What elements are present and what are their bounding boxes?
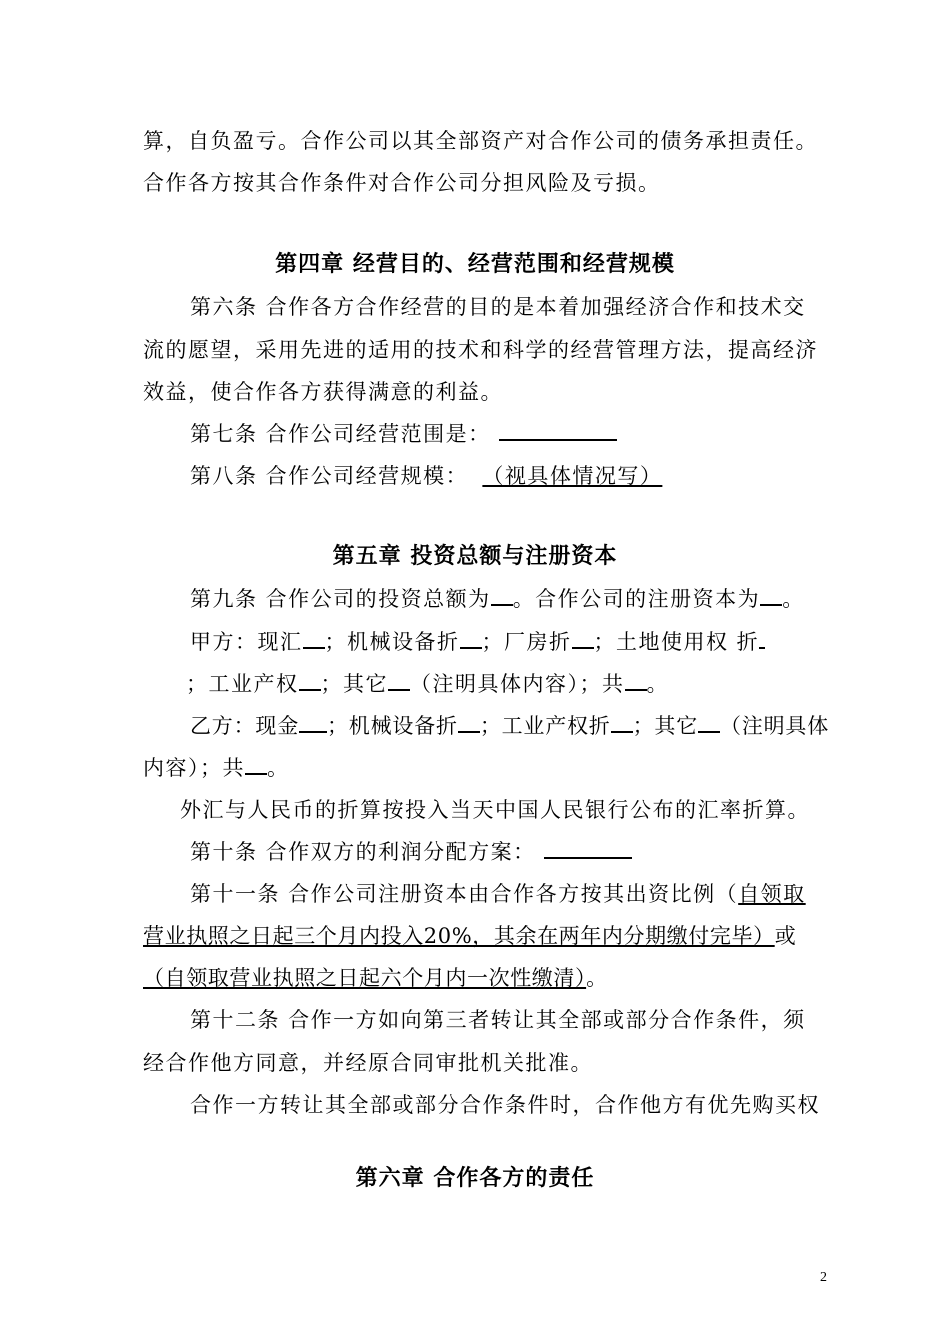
article-9-text: 。 bbox=[782, 587, 805, 611]
paragraph-line: 合作各方按其合作条件对合作公司分担风险及亏损。 bbox=[143, 171, 661, 195]
article-11-line bbox=[0, 879, 950, 909]
article-11-underlined: 自领取 bbox=[738, 882, 806, 906]
paragraph-line: 算，自负盈亏。合作公司以其全部资产对合作公司的债务承担责任。 bbox=[143, 129, 818, 153]
party-b-text: ；其它 bbox=[632, 714, 699, 738]
party-b-text: （注明具体 bbox=[720, 714, 830, 738]
article-12-line: 经合作他方同意，并经原合同审批机关批准。 bbox=[143, 1051, 593, 1075]
party-a-text: 甲方：现汇 bbox=[190, 630, 303, 654]
article-12-line: 第十二条 合作一方如向第三者转让其全部或部分合作条件，须 bbox=[190, 1008, 806, 1032]
party-a-text: ；厂房折 bbox=[481, 630, 572, 654]
blank-field bbox=[388, 669, 410, 691]
article-11-text: 或 bbox=[774, 924, 797, 948]
page-number: 2 bbox=[820, 1270, 827, 1285]
blank-field bbox=[458, 711, 480, 733]
party-a-text: ；工业产权 bbox=[186, 672, 299, 696]
party-a-text: （注明具体内容）；共 bbox=[410, 672, 625, 696]
blank-field bbox=[299, 711, 327, 733]
party-a-text: ；机械设备折 bbox=[324, 630, 460, 654]
article-7-text: 第七条 合作公司经营范围是： bbox=[190, 422, 491, 446]
party-b-text: 内容）；共 bbox=[143, 756, 245, 780]
blank-field bbox=[611, 711, 633, 733]
article-6-line: 第六条 合作各方合作经营的目的是本着加强经济合作和技术交 bbox=[190, 295, 806, 319]
article-11-underlined: （自领取营业执照之日起六个月内一次性缴清） bbox=[143, 966, 587, 990]
party-b-line bbox=[0, 711, 950, 741]
blank-field bbox=[625, 669, 647, 691]
blank-field bbox=[572, 627, 594, 649]
article-6-line: 流的愿望，采用先进的适用的技术和科学的经营管理方法，提高经济 bbox=[143, 338, 818, 362]
article-12-line: 合作一方转让其全部或部分合作条件时，合作他方有优先购买权 bbox=[190, 1093, 820, 1117]
chapter-heading-6: 第六章 合作各方的责任 bbox=[355, 1166, 595, 1191]
chapter-heading-5: 第五章 投资总额与注册资本 bbox=[332, 544, 618, 569]
article-11-text: 。 bbox=[586, 966, 608, 990]
party-b-text: ；工业产权折 bbox=[479, 714, 611, 738]
blank-field bbox=[299, 669, 321, 691]
article-10-text: 第十条 合作双方的利润分配方案： bbox=[190, 840, 536, 864]
blank-field bbox=[245, 753, 267, 775]
exchange-rate-line: 外汇与人民币的折算按投入当天中国人民银行公布的汇率折算。 bbox=[180, 798, 810, 822]
article-11-underlined: 营业执照之日起三个月内投入20%，其余在两年内分期缴付完毕） bbox=[143, 924, 775, 948]
party-b-text: 乙方：现金 bbox=[190, 714, 299, 738]
chapter-heading-4: 第四章 经营目的、经营范围和经营规模 bbox=[275, 252, 675, 277]
article-8-text: 第八条 合作公司经营规模： bbox=[190, 464, 469, 488]
article-8-value: （视具体情况写） bbox=[482, 464, 663, 488]
party-a-line bbox=[0, 669, 950, 699]
article-8 bbox=[0, 461, 950, 491]
article-10 bbox=[0, 837, 950, 867]
party-a-text: 。 bbox=[646, 672, 669, 696]
party-a-line bbox=[0, 627, 950, 657]
article-9-text: 第九条 合作公司的投资总额为 bbox=[190, 587, 491, 611]
article-9 bbox=[0, 584, 950, 614]
blank-field bbox=[303, 627, 325, 649]
article-11-text: 第十一条 合作公司注册资本由合作各方按其出资比例（ bbox=[190, 882, 739, 906]
party-b-text: 。 bbox=[267, 756, 290, 780]
party-a-text: ；土地使用权 折 bbox=[593, 630, 760, 654]
blank-field bbox=[544, 837, 632, 859]
party-a-text: ；其它 bbox=[320, 672, 388, 696]
blank-field bbox=[759, 627, 765, 649]
article-7 bbox=[0, 419, 950, 449]
party-b-line bbox=[0, 753, 950, 783]
blank-field bbox=[491, 584, 513, 606]
blank-field bbox=[760, 584, 782, 606]
article-6-line: 效益，使合作各方获得满意的利益。 bbox=[143, 380, 503, 404]
blank-field bbox=[698, 711, 720, 733]
blank-field bbox=[499, 419, 617, 441]
article-11-line bbox=[0, 921, 950, 951]
article-9-text: 。合作公司的注册资本为 bbox=[512, 587, 761, 611]
party-b-text: ；机械设备折 bbox=[327, 714, 458, 738]
article-11-line bbox=[0, 963, 950, 993]
blank-field bbox=[460, 627, 482, 649]
